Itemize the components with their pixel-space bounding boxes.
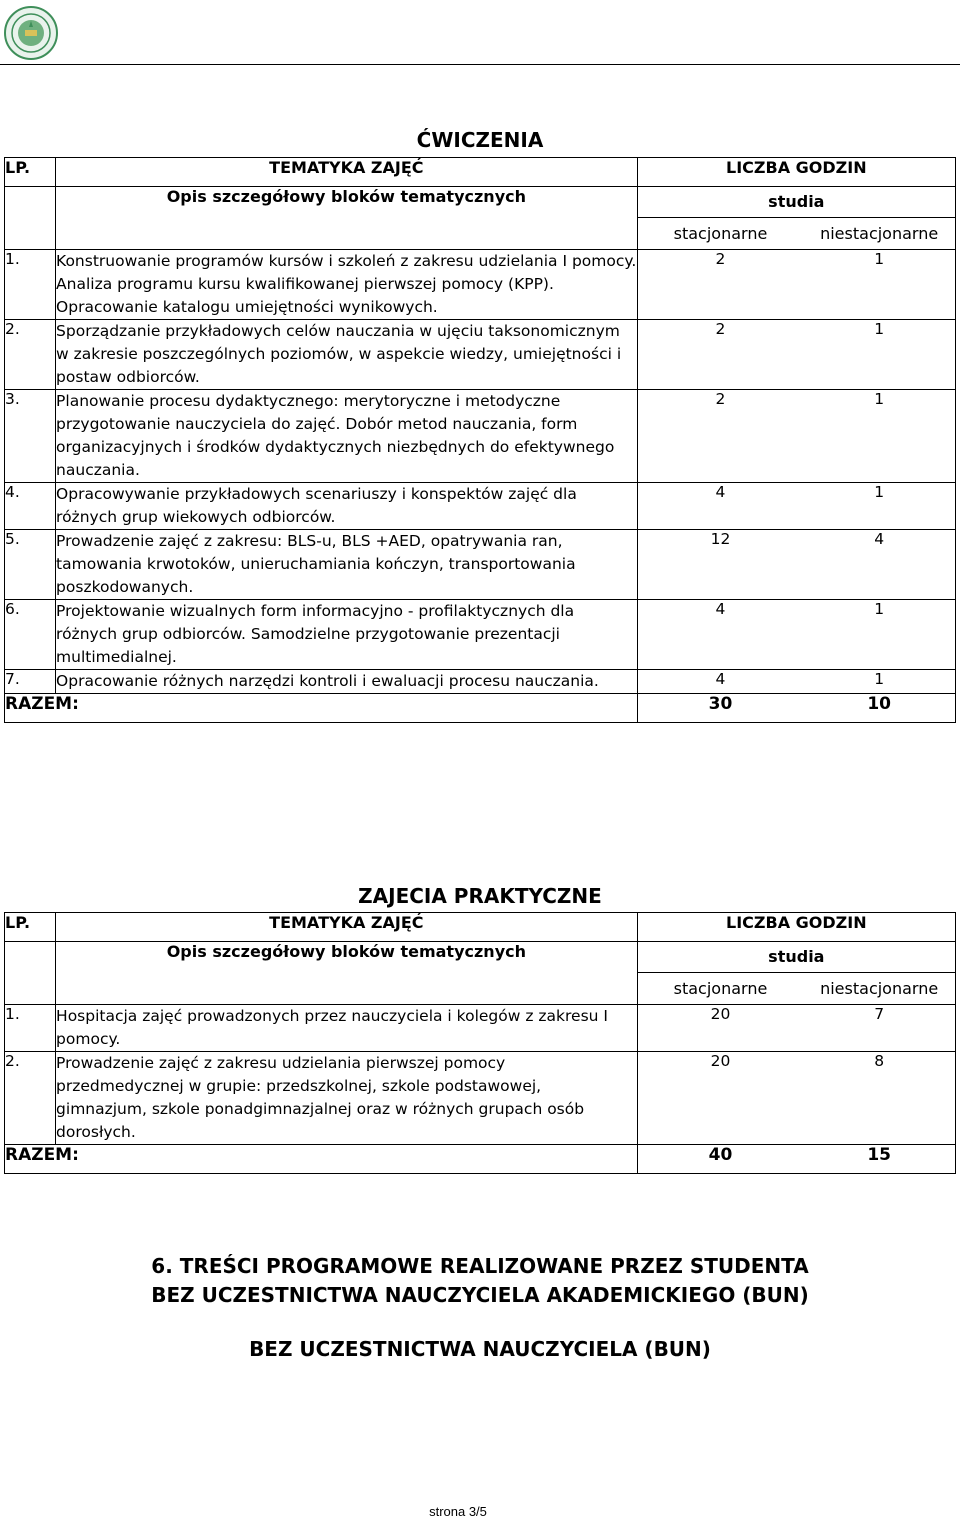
mode-stacjonarne: stacjonarne — [673, 224, 768, 243]
row-hours-niestac: 1 — [874, 483, 885, 501]
row-num: 5. — [5, 530, 56, 600]
row-topic: Planowanie procesu dydaktycznego: merytoryczne i metodyczne przygotowanie nauczyciela do zajęć. Dobór metod nauczania, form organizacyjnych i środków dydaktycznych niezbędnych do efektywnego nauczania. — [56, 390, 638, 483]
lp-sub-empty — [5, 187, 56, 250]
section6-heading-line2: BEZ UCZESTNICTWA NAUCZYCIELA AKADEMICKIEGO (BUN) — [151, 1283, 809, 1307]
studia-label: studia — [638, 942, 955, 973]
row-num: 6. — [5, 600, 56, 670]
razem-stac: 30 — [708, 694, 733, 714]
row-hours-stac: 12 — [710, 530, 731, 548]
razem-niestac: 10 — [867, 694, 891, 714]
praktyczne-title: ZAJECIA PRAKTYCZNE — [358, 884, 602, 908]
hours-sub-header — [637, 942, 955, 1005]
row-hours-niestac: 7 — [874, 1005, 885, 1023]
row-topic: Prowadzenie zajęć z zakresu udzielania pierwszej pomocy przedmedycznej w grupie: przedszkolnej, szkole podstawowej, gimnazjum, szkole ponadgimnazjalnej oraz w różnych grupach osób dorosłych. — [56, 1052, 638, 1145]
row-num: 1. — [5, 250, 56, 320]
row-topic: Opracowanie różnych narzędzi kontroli i ewaluacji procesu nauczania. — [56, 670, 638, 694]
row-topic: Projektowanie wizualnych form informacyjno - profilaktycznych dla różnych grup odbiorców. Samodzielne przygotowanie prezentacji multimedialnej. — [56, 600, 638, 670]
mode-niestacjonarne: niestacjonarne — [820, 979, 939, 998]
university-seal-icon — [4, 6, 58, 60]
page-number: strona 3/5 — [429, 1504, 487, 1519]
hours-sub-header — [637, 187, 955, 250]
studia-label: studia — [638, 187, 955, 218]
row-hours-stac: 4 — [715, 483, 726, 501]
section6-heading-line1: 6. TREŚCI PROGRAMOWE REALIZOWANE PRZEZ STUDENTA — [151, 1254, 809, 1278]
col-hours-header: LICZBA GODZIN — [637, 913, 955, 942]
razem-stac: 40 — [708, 1145, 733, 1165]
row-hours-niestac: 1 — [874, 250, 885, 268]
row-num: 3. — [5, 390, 56, 483]
col-hours-header: LICZBA GODZIN — [637, 158, 955, 187]
row-hours-niestac: 1 — [874, 390, 885, 408]
row-num: 2. — [5, 1052, 56, 1145]
col-topic-header: TEMATYKA ZAJĘĆ — [56, 913, 638, 942]
row-hours-stac: 2 — [715, 250, 726, 268]
praktyczne-table — [4, 912, 956, 1174]
razem-niestac: 15 — [867, 1145, 891, 1165]
row-hours-stac: 4 — [715, 670, 726, 688]
col-lp-header: LP. — [5, 913, 56, 942]
row-hours-niestac: 8 — [874, 1052, 885, 1070]
row-num: 1. — [5, 1005, 56, 1052]
row-num: 2. — [5, 320, 56, 390]
razem-label: RAZEM: — [5, 694, 638, 723]
row-num: 7. — [5, 670, 56, 694]
row-topic: Hospitacja zajęć prowadzonych przez nauczyciela i kolegów z zakresu I pomocy. — [56, 1005, 638, 1052]
cwiczenia-table — [4, 157, 956, 723]
mode-stacjonarne: stacjonarne — [673, 979, 768, 998]
lp-sub-empty — [5, 942, 56, 1005]
row-hours-stac: 20 — [710, 1005, 731, 1023]
topic-sub-header: Opis szczegółowy bloków tematycznych — [56, 942, 638, 1005]
row-hours-niestac: 4 — [874, 530, 885, 548]
topic-sub-header: Opis szczegółowy bloków tematycznych — [56, 187, 638, 250]
row-topic: Konstruowanie programów kursów i szkoleń z zakresu udzielania I pomocy. Analiza programu kursu kwalifikowanej pierwszej pomocy (KPP). Opracowanie katalogu umiejętności wynikowych. — [56, 250, 638, 320]
row-hours-niestac: 1 — [874, 670, 885, 688]
section6-subheading: BEZ UCZESTNICTWA NAUCZYCIELA (BUN) — [249, 1337, 711, 1361]
row-hours-stac: 20 — [710, 1052, 731, 1070]
row-hours-stac: 2 — [715, 320, 726, 338]
cwiczenia-title: ĆWICZENIA — [416, 128, 544, 152]
mode-niestacjonarne: niestacjonarne — [820, 224, 939, 243]
col-lp-header: LP. — [5, 158, 56, 187]
row-topic: Opracowywanie przykładowych scenariuszy i konspektów zajęć dla różnych grup wiekowych odbiorców. — [56, 483, 638, 530]
row-hours-stac: 4 — [715, 600, 726, 618]
razem-label: RAZEM: — [5, 1145, 638, 1174]
row-num: 4. — [5, 483, 56, 530]
row-hours-stac: 2 — [715, 390, 726, 408]
col-topic-header: TEMATYKA ZAJĘĆ — [56, 158, 638, 187]
header-rule — [0, 64, 960, 65]
row-topic: Prowadzenie zajęć z zakresu: BLS-u, BLS +AED, opatrywania ran, tamowania krwotoków, unieruchamiania kończyn, transportowania poszkodowanych. — [56, 530, 638, 600]
row-topic: Sporządzanie przykładowych celów nauczania w ujęciu taksonomicznym w zakresie poszczególnych poziomów, w aspekcie wiedzy, umiejętności i postaw odbiorców. — [56, 320, 638, 390]
row-hours-niestac: 1 — [874, 600, 885, 618]
row-hours-niestac: 1 — [874, 320, 885, 338]
